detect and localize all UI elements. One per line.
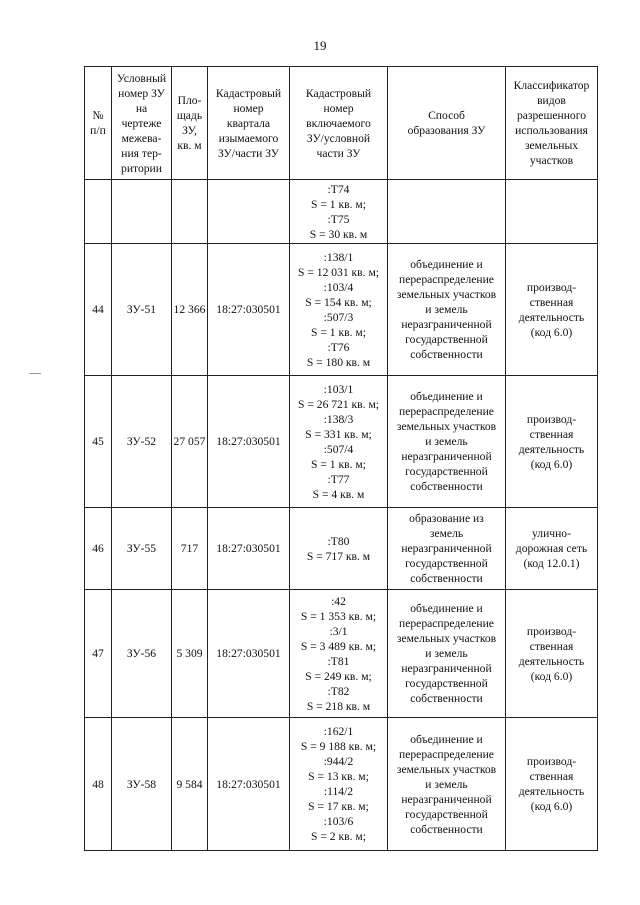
cell-permitted-use: производ- ственная деятельность (код 6.0) — [506, 718, 598, 851]
cell-included-parts: :103/1 S = 26 721 кв. м; :138/3 S = 331 кв. м; :507/4 S = 1 кв. м; :Т77 S = 4 кв. м — [290, 376, 388, 508]
table-row — [85, 376, 598, 508]
cell-area: 27 057 — [172, 376, 208, 508]
cell-formation-method: объединение и перераспределение земельных участков и земель неразграниченной государственной собственности — [388, 590, 506, 718]
cell-permitted-use: производ- ственная деятельность (код 6.0) — [506, 244, 598, 376]
cell-row-number: 44 — [85, 244, 112, 376]
cell-permitted-use — [506, 180, 598, 244]
cell-included-parts: :42 S = 1 353 кв. м; :3/1 S = 3 489 кв. м; :Т81 S = 249 кв. м; :Т82 S = 218 кв. м — [290, 590, 388, 718]
page-number: 19 — [313, 38, 327, 53]
cell-area — [172, 180, 208, 244]
cell-row-number — [85, 180, 112, 244]
cell-area: 9 584 — [172, 718, 208, 851]
cell-zu-id: ЗУ-51 — [112, 244, 172, 376]
cell-kvartal-number: 18:27:030501 — [208, 718, 290, 851]
cell-row-number: 48 — [85, 718, 112, 851]
cell-zu-id: ЗУ-56 — [112, 590, 172, 718]
header-included-parts: Кадастровый номер включаемого ЗУ/условной части ЗУ — [290, 67, 388, 180]
cell-zu-id: ЗУ-58 — [112, 718, 172, 851]
header-zu-id: Условный номер ЗУ на чертеже межева- ния тер- ритории — [112, 67, 172, 180]
cell-kvartal-number: 18:27:030501 — [208, 244, 290, 376]
cell-kvartal-number — [208, 180, 290, 244]
cell-included-parts: :162/1 S = 9 188 кв. м; :944/2 S = 13 кв. м; :114/2 S = 17 кв. м; :103/6 S = 2 кв. м; — [290, 718, 388, 851]
table-header-row — [85, 67, 598, 180]
table-row — [85, 718, 598, 851]
cell-area: 5 309 — [172, 590, 208, 718]
cell-formation-method — [388, 180, 506, 244]
cell-zu-id: ЗУ-52 — [112, 376, 172, 508]
header-formation-method: Способ образования ЗУ — [388, 67, 506, 180]
cell-kvartal-number: 18:27:030501 — [208, 508, 290, 590]
table-row — [85, 244, 598, 376]
header-permitted-use: Классификатор видов разрешенного использования земельных участков — [506, 67, 598, 180]
cell-kvartal-number: 18:27:030501 — [208, 590, 290, 718]
cell-kvartal-number: 18:27:030501 — [208, 376, 290, 508]
table-row — [85, 590, 598, 718]
cell-included-parts: :Т80 S = 717 кв. м — [290, 508, 388, 590]
cell-permitted-use: улично- дорожная сеть (код 12.0.1) — [506, 508, 598, 590]
cell-row-number: 46 — [85, 508, 112, 590]
cell-formation-method: объединение и перераспределение земельных участков и земель неразграниченной государственной собственности — [388, 376, 506, 508]
header-area: Пло- щадь ЗУ, кв. м — [172, 67, 208, 180]
cell-zu-id: ЗУ-55 — [112, 508, 172, 590]
cell-formation-method: образование из земель неразграниченной государственной собственности — [388, 508, 506, 590]
cell-zu-id — [112, 180, 172, 244]
cell-row-number: 47 — [85, 590, 112, 718]
cell-area: 12 366 — [172, 244, 208, 376]
header-kvartal: Кадастровый номер квартала изымаемого ЗУ/части ЗУ — [208, 67, 290, 180]
table-row — [85, 180, 598, 244]
cell-permitted-use: производ- ственная деятельность (код 6.0) — [506, 376, 598, 508]
cell-included-parts: :Т74 S = 1 кв. м; :Т75 S = 30 кв. м — [290, 180, 388, 244]
cell-included-parts: :138/1 S = 12 031 кв. м; :103/4 S = 154 кв. м; :507/3 S = 1 кв. м; :Т76 S = 180 кв. м — [290, 244, 388, 376]
land-plots-table — [84, 66, 598, 851]
cell-formation-method: объединение и перераспределение земельных участков и земель неразграниченной государственной собственности — [388, 244, 506, 376]
margin-mark — [29, 373, 41, 374]
cell-permitted-use: производ- ственная деятельность (код 6.0) — [506, 590, 598, 718]
table-row — [85, 508, 598, 590]
cell-formation-method: объединение и перераспределение земельных участков и земель неразграниченной государственной собственности — [388, 718, 506, 851]
cell-row-number: 45 — [85, 376, 112, 508]
header-number: № п/п — [85, 67, 112, 180]
cell-area: 717 — [172, 508, 208, 590]
